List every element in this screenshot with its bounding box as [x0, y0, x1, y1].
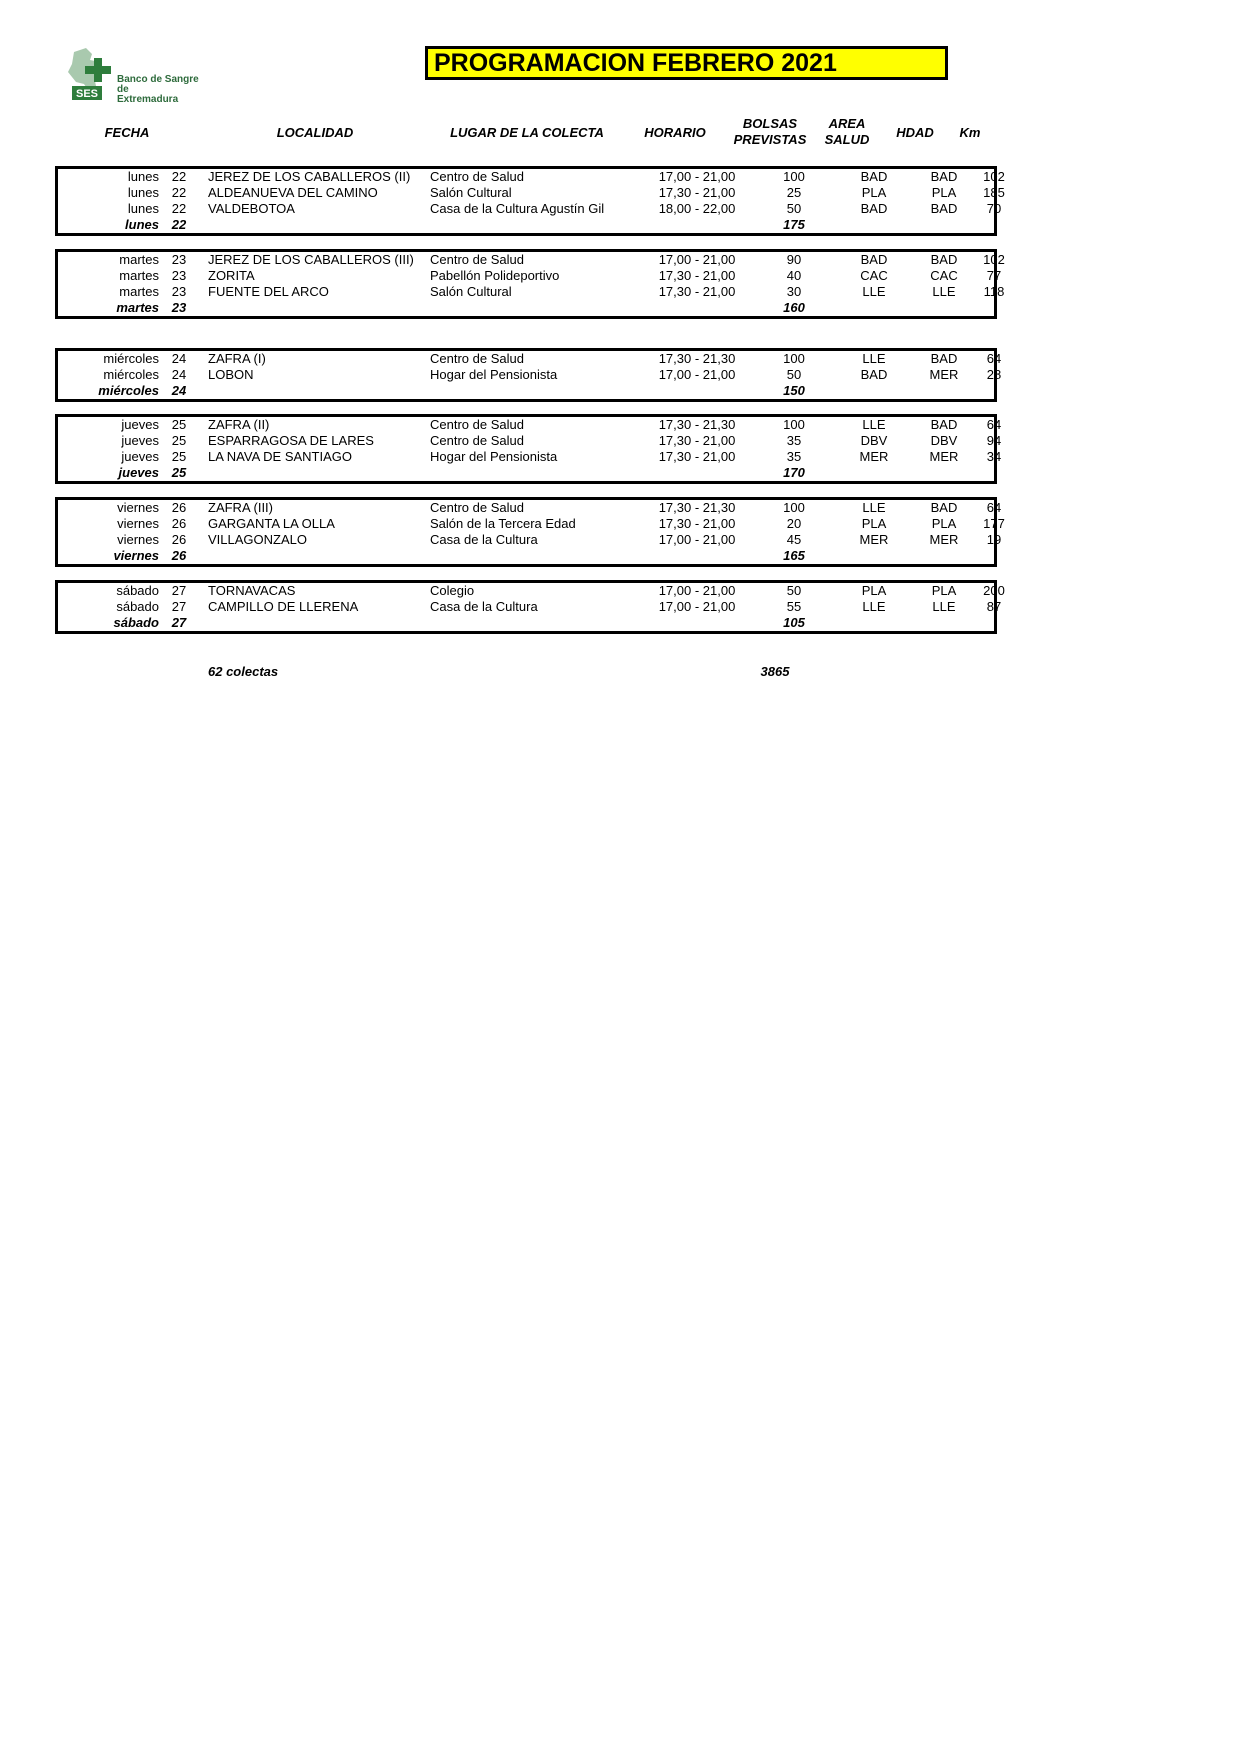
cell-area: MER: [859, 449, 889, 464]
cell-km: 177: [983, 516, 1005, 531]
cell-dia: martes: [119, 268, 159, 283]
cell-bolsas: 90: [786, 252, 802, 267]
cell-km: 28: [986, 367, 1002, 382]
cell-dia: viernes: [117, 516, 159, 531]
header-hdad: HDAD: [896, 125, 934, 140]
cell-dia: lunes: [127, 201, 159, 216]
total-dia: miércoles: [98, 383, 159, 398]
cell-num: 25: [171, 449, 187, 464]
cell-num: 22: [171, 185, 187, 200]
cell-km: 70: [986, 201, 1002, 216]
cell-localidad: LA NAVA DE SANTIAGO: [208, 449, 353, 464]
cell-area: BAD: [860, 252, 888, 267]
cell-area: BAD: [860, 367, 888, 382]
cell-horario: 17,00 - 21,00: [658, 599, 736, 614]
cell-bolsas: 35: [786, 449, 802, 464]
cell-bolsas: 20: [786, 516, 802, 531]
cell-lugar: Centro de Salud: [430, 351, 524, 366]
table-row: [58, 185, 1005, 201]
cell-lugar: Casa de la Cultura: [430, 599, 538, 614]
header-area-line1: AREA: [828, 116, 866, 131]
cell-dia: martes: [119, 252, 159, 267]
cell-horario: 17,00 - 21,00: [658, 169, 736, 184]
cell-hdad: BAD: [930, 417, 958, 432]
cell-hdad: MER: [929, 532, 959, 547]
cell-lugar: Centro de Salud: [430, 252, 524, 267]
organization-name: [117, 75, 199, 105]
header-lugar: LUGAR DE LA COLECTA: [450, 125, 604, 140]
cell-horario: 17,00 - 21,00: [658, 367, 736, 382]
cell-bolsas: 100: [783, 500, 805, 515]
cell-lugar: Salón Cultural: [430, 185, 512, 200]
day-block-miercoles: [55, 348, 1002, 402]
cell-localidad: VILLAGONZALO: [208, 532, 307, 547]
cell-horario: 17,30 - 21,00: [658, 268, 736, 283]
header-horario: HORARIO: [644, 125, 706, 140]
cell-lugar: Casa de la Cultura: [430, 532, 538, 547]
cell-hdad: BAD: [930, 500, 958, 515]
cell-dia: jueves: [121, 433, 159, 448]
total-dia: martes: [116, 300, 159, 315]
table-row: [58, 449, 1002, 465]
cell-lugar: Hogar del Pensionista: [430, 367, 558, 382]
day-block-lunes: [55, 166, 1005, 236]
total-bolsas: 150: [783, 383, 805, 398]
table-row: [58, 433, 1002, 449]
cell-horario: 17,30 - 21,30: [658, 351, 736, 366]
cell-area: PLA: [861, 583, 887, 598]
cell-lugar: Salón Cultural: [430, 284, 512, 299]
cell-km: 77: [986, 268, 1002, 283]
day-block-sabado: [55, 580, 1005, 634]
cell-lugar: Hogar del Pensionista: [430, 449, 558, 464]
cell-dia: lunes: [127, 185, 159, 200]
total-dia: jueves: [118, 465, 159, 480]
cell-num: 22: [171, 169, 187, 184]
org-line-2: de: [117, 84, 129, 95]
total-dia: viernes: [113, 548, 159, 563]
day-total-row: [58, 300, 994, 316]
cell-num: 23: [171, 252, 187, 267]
cell-bolsas: 40: [786, 268, 802, 283]
total-dia: lunes: [125, 217, 159, 232]
org-line-1: Banco de Sangre: [117, 74, 199, 85]
total-bolsas: 170: [783, 465, 805, 480]
table-row: [58, 367, 1002, 383]
day-total-row: [58, 548, 994, 564]
day-total-row: [58, 217, 994, 233]
cell-num: 23: [171, 268, 187, 283]
cell-localidad: ZAFRA (III): [208, 500, 273, 515]
cell-horario: 17,30 - 21,00: [658, 516, 736, 531]
total-dia: sábado: [113, 615, 159, 630]
table-row: [58, 532, 1002, 548]
day-total-row: [58, 465, 994, 481]
cell-hdad: CAC: [930, 268, 958, 283]
cell-num: 26: [171, 516, 187, 531]
cell-lugar: Colegio: [430, 583, 475, 598]
day-block-viernes: [55, 497, 1005, 567]
cell-bolsas: 45: [786, 532, 802, 547]
org-line-3: Extremadura: [117, 94, 179, 105]
cell-horario: 17,00 - 21,00: [658, 583, 736, 598]
footer-colectas: 62 colectas: [208, 664, 279, 679]
cell-dia: viernes: [117, 532, 159, 547]
header-bolsas-line1: BOLSAS: [742, 116, 798, 131]
cell-localidad: GARGANTA LA OLLA: [208, 516, 335, 531]
cell-localidad: CAMPILLO DE LLERENA: [208, 599, 359, 614]
cell-lugar: Pabellón Polideportivo: [430, 268, 560, 283]
cell-km: 200: [983, 583, 1005, 598]
cell-num: 27: [171, 599, 187, 614]
day-block-martes: [55, 249, 1005, 319]
cell-km: 64: [986, 500, 1002, 515]
cell-bolsas: 50: [786, 583, 802, 598]
cell-km: 19: [986, 532, 1002, 547]
cell-bolsas: 55: [786, 599, 802, 614]
table-row: [58, 583, 1005, 599]
cell-dia: miércoles: [103, 367, 159, 382]
cell-num: 27: [171, 583, 187, 598]
cell-km: 102: [983, 252, 1005, 267]
cell-bolsas: 25: [786, 185, 802, 200]
total-num: 26: [171, 548, 187, 563]
cell-area: PLA: [861, 185, 887, 200]
total-num: 27: [171, 615, 187, 630]
table-row: [58, 500, 1002, 516]
cell-localidad: ZAFRA (II): [208, 417, 270, 432]
cell-localidad: ALDEANUEVA DEL CAMINO: [208, 185, 378, 200]
cell-hdad: PLA: [931, 516, 957, 531]
cell-num: 26: [171, 500, 187, 515]
cell-bolsas: 100: [783, 417, 805, 432]
table-row: [58, 169, 1005, 185]
cell-area: LLE: [862, 284, 886, 299]
page-title: PROGRAMACION FEBRERO 2021: [425, 46, 948, 80]
cell-horario: 17,00 - 21,00: [658, 532, 736, 547]
cell-bolsas: 100: [783, 169, 805, 184]
cell-km: 102: [983, 169, 1005, 184]
ses-mark: SES: [75, 88, 99, 100]
cell-dia: viernes: [117, 500, 159, 515]
header-bolsas-line2: PREVISTAS: [733, 132, 807, 147]
total-num: 23: [171, 300, 187, 315]
extremadura-map-logo-icon: [66, 46, 116, 106]
cell-km: 64: [986, 417, 1002, 432]
cell-num: 22: [171, 201, 187, 216]
cell-dia: lunes: [127, 169, 159, 184]
table-row: [58, 599, 1002, 615]
cell-horario: 17,30 - 21,30: [658, 417, 736, 432]
cell-km: 64: [986, 351, 1002, 366]
cell-km: 34: [986, 449, 1002, 464]
table-row: [58, 417, 1002, 433]
table-row: [58, 516, 1005, 532]
table-row: [58, 201, 1002, 217]
cell-hdad: LLE: [932, 599, 956, 614]
cell-hdad: BAD: [930, 201, 958, 216]
cell-num: 23: [171, 284, 187, 299]
cell-hdad: BAD: [930, 351, 958, 366]
total-bolsas: 165: [783, 548, 805, 563]
table-row: [58, 284, 1005, 300]
cell-localidad: JEREZ DE LOS CABALLEROS (II): [208, 169, 411, 184]
cell-area: PLA: [861, 516, 887, 531]
cell-hdad: BAD: [930, 169, 958, 184]
cell-km: 87: [986, 599, 1002, 614]
cell-localidad: JEREZ DE LOS CABALLEROS (III): [208, 252, 414, 267]
cell-bolsas: 30: [786, 284, 802, 299]
cell-localidad: ZAFRA (I): [208, 351, 266, 366]
cell-localidad: VALDEBOTOA: [208, 201, 295, 216]
cell-localidad: ESPARRAGOSA DE LARES: [208, 433, 374, 448]
cell-dia: jueves: [121, 449, 159, 464]
total-num: 22: [171, 217, 187, 232]
cell-localidad: TORNAVACAS: [208, 583, 296, 598]
cell-km: 118: [983, 284, 1005, 299]
cell-bolsas: 50: [786, 201, 802, 216]
cell-hdad: PLA: [931, 185, 957, 200]
cell-bolsas: 35: [786, 433, 802, 448]
footer-total-bolsas: 3865: [760, 664, 790, 679]
cell-area: LLE: [862, 351, 886, 366]
cell-lugar: Centro de Salud: [430, 433, 524, 448]
cell-dia: jueves: [121, 417, 159, 432]
cell-hdad: PLA: [931, 583, 957, 598]
cell-km: 94: [986, 433, 1002, 448]
cell-dia: sábado: [116, 583, 159, 598]
header-localidad: LOCALIDAD: [276, 125, 354, 140]
total-bolsas: 160: [783, 300, 805, 315]
cell-horario: 18,00 - 22,00: [658, 201, 736, 216]
cell-num: 26: [171, 532, 187, 547]
cell-lugar: Casa de la Cultura Agustín Gil: [430, 201, 605, 216]
cell-hdad: LLE: [932, 284, 956, 299]
cell-dia: miércoles: [103, 351, 159, 366]
cell-bolsas: 100: [783, 351, 805, 366]
cell-hdad: DBV: [930, 433, 958, 448]
total-num: 24: [171, 383, 187, 398]
cell-lugar: Centro de Salud: [430, 500, 524, 515]
total-bolsas: 175: [783, 217, 805, 232]
cell-area: LLE: [862, 417, 886, 432]
header-area-salud: [815, 116, 879, 148]
table-row: [58, 268, 1002, 284]
cell-dia: sábado: [116, 599, 159, 614]
cell-area: CAC: [860, 268, 888, 283]
table-row: [58, 252, 1005, 268]
cell-horario: 17,30 - 21,00: [658, 284, 736, 299]
cell-area: LLE: [862, 500, 886, 515]
cell-area: BAD: [860, 201, 888, 216]
cell-localidad: ZORITA: [208, 268, 255, 283]
header-km: Km: [959, 125, 981, 140]
total-bolsas: 105: [783, 615, 805, 630]
cell-hdad: BAD: [930, 252, 958, 267]
cell-hdad: MER: [929, 449, 959, 464]
cell-area: LLE: [862, 599, 886, 614]
cell-lugar: Centro de Salud: [430, 169, 524, 184]
cell-lugar: Centro de Salud: [430, 417, 524, 432]
cell-horario: 17,30 - 21,00: [658, 433, 736, 448]
cell-horario: 17,30 - 21,00: [658, 449, 736, 464]
cell-area: DBV: [860, 433, 888, 448]
cell-num: 24: [171, 367, 187, 382]
cell-num: 25: [171, 417, 187, 432]
day-total-row: [58, 383, 994, 399]
table-row: [58, 351, 1002, 367]
cell-localidad: FUENTE DEL ARCO: [208, 284, 329, 299]
cell-lugar: Salón de la Tercera Edad: [430, 516, 576, 531]
cell-num: 24: [171, 351, 187, 366]
header-bolsas: [725, 116, 815, 148]
cell-area: MER: [859, 532, 889, 547]
cell-horario: 17,00 - 21,00: [658, 252, 736, 267]
day-block-jueves: [55, 414, 1002, 484]
cell-horario: 17,30 - 21,00: [658, 185, 736, 200]
cell-num: 25: [171, 433, 187, 448]
header-area-line2: SALUD: [824, 132, 870, 147]
day-total-row: [58, 615, 994, 631]
cell-dia: martes: [119, 284, 159, 299]
header-fecha: FECHA: [104, 125, 150, 140]
cell-km: 185: [983, 185, 1005, 200]
cell-hdad: MER: [929, 367, 959, 382]
cell-bolsas: 50: [786, 367, 802, 382]
cell-horario: 17,30 - 21,30: [658, 500, 736, 515]
cell-localidad: LOBON: [208, 367, 254, 382]
cell-area: BAD: [860, 169, 888, 184]
total-num: 25: [171, 465, 187, 480]
logo: [66, 46, 226, 108]
